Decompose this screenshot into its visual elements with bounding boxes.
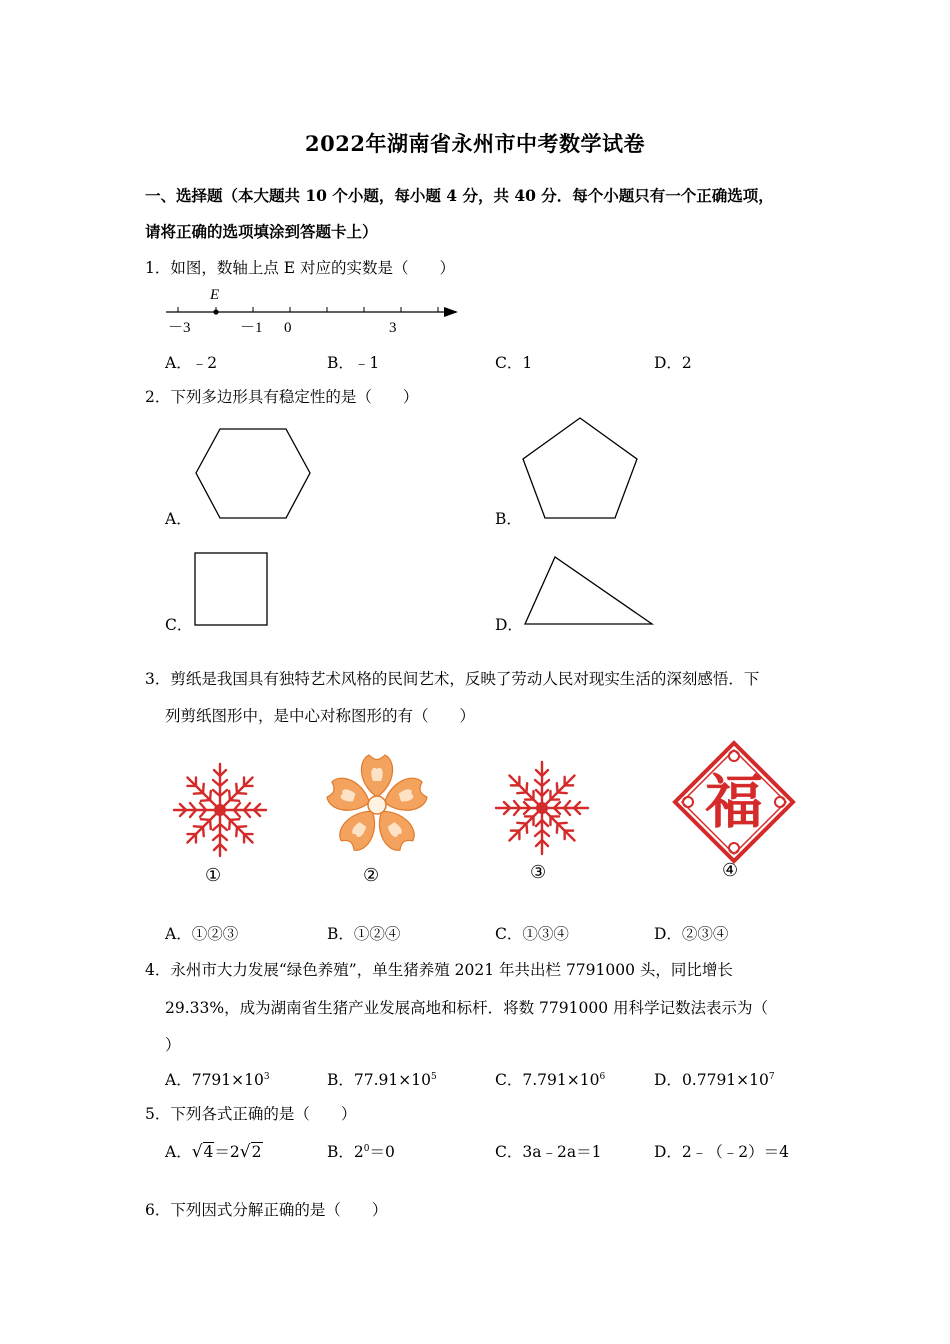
q1-option-d[interactable]: D．2	[654, 354, 692, 372]
q1-tick-label: －1	[240, 320, 263, 336]
section-heading-line1: 一、选择题（本大题共 10 个小题，每小题 4 分，共 40 分．每个小题只有一个正确选项，	[145, 186, 774, 205]
q2-square-figure	[190, 548, 272, 630]
q4-stem-line3: ）	[165, 1036, 181, 1054]
q3-stem-line2: 列剪纸图形中，是中心对称图形的有（ ）	[165, 707, 476, 725]
q2-pentagon-figure	[518, 414, 643, 524]
q3-figure-label-3: ③	[530, 862, 547, 883]
q3-fu-figure-4	[672, 740, 796, 864]
q4-option-b[interactable]: B．$77.91\times 10^5$	[327, 1071, 437, 1089]
q5-stem: 5．下列各式正确的是（ ）	[145, 1105, 357, 1123]
q3-snowflake-figure-1	[168, 758, 272, 862]
q1-option-b[interactable]: B．﹣1	[327, 354, 380, 372]
q2-hexagon-figure	[190, 425, 315, 525]
q3-option-a[interactable]: A．①②③	[165, 925, 239, 943]
q4-option-a[interactable]: A．$7791\times 10^3$	[165, 1071, 270, 1089]
q2-stem: 2．下列多边形具有稳定性的是（ ）	[145, 388, 419, 406]
q1-tick-label: －3	[168, 320, 191, 336]
q2-option-d[interactable]: D．	[495, 616, 523, 634]
q3-figure-label-1: ①	[205, 865, 222, 886]
q6-stem: 6．下列因式分解正确的是（ ）	[145, 1201, 388, 1219]
q1-option-a[interactable]: A．﹣2	[165, 354, 218, 372]
q2-triangle-figure	[520, 553, 658, 629]
q3-flower-figure-2	[324, 752, 430, 858]
q1-number-line	[160, 282, 470, 340]
q5-option-b[interactable]: B．$2^0=0$	[327, 1143, 395, 1161]
q5-option-c[interactable]: C．3a﹣2a＝1	[495, 1143, 602, 1161]
q4-option-c[interactable]: C．$7.791\times 10^6$	[495, 1071, 606, 1089]
q3-figure-label-4: ④	[722, 860, 739, 881]
q3-option-c[interactable]: C．①③④	[495, 925, 569, 943]
q3-figure-label-2: ②	[363, 865, 380, 886]
section-heading-line2: 请将正确的选项填涂到答题卡上）	[145, 222, 378, 241]
q3-stem-line1: 3．剪纸是我国具有独特艺术风格的民间艺术，反映了劳动人民对现实生活的深刻感悟．下	[145, 670, 760, 688]
q4-stem-line1: 4．永州市大力发展“绿色养殖”，单生猪养殖 2021 年共出栏 7791000 头，同比增长	[145, 961, 733, 979]
q4-option-d[interactable]: D．$0.7791\times 10^7$	[654, 1071, 775, 1089]
q2-option-b[interactable]: B．	[495, 510, 522, 528]
page-title: 2022年湖南省永州市中考数学试卷	[305, 131, 645, 156]
q1-option-c[interactable]: C．1	[495, 354, 533, 372]
q5-option-d[interactable]: D．2﹣（﹣2）＝4	[654, 1143, 790, 1161]
q3-option-d[interactable]: D．②③④	[654, 925, 729, 943]
q3-option-b[interactable]: B．①②④	[327, 925, 401, 943]
q1-tick-label: 3	[389, 320, 397, 336]
q1-stem: 1．如图，数轴上点 E 对应的实数是（ ）	[145, 259, 456, 277]
q1-point-label: E	[210, 287, 220, 303]
q5-option-a[interactable]: A．√4＝2√2	[165, 1142, 262, 1162]
q3-snowflake-figure-3	[490, 756, 594, 860]
q2-option-a[interactable]: A．	[165, 510, 192, 528]
q2-option-c[interactable]: C．	[165, 616, 193, 634]
q4-stem-line2: 29.33%，成为湖南省生猪产业发展高地和标杆．将数 7791000 用科学记数法表示为（	[165, 999, 768, 1017]
q3-fu-character: 福	[704, 768, 764, 836]
q1-point-e	[213, 309, 218, 314]
q1-tick-label: 0	[284, 320, 292, 336]
